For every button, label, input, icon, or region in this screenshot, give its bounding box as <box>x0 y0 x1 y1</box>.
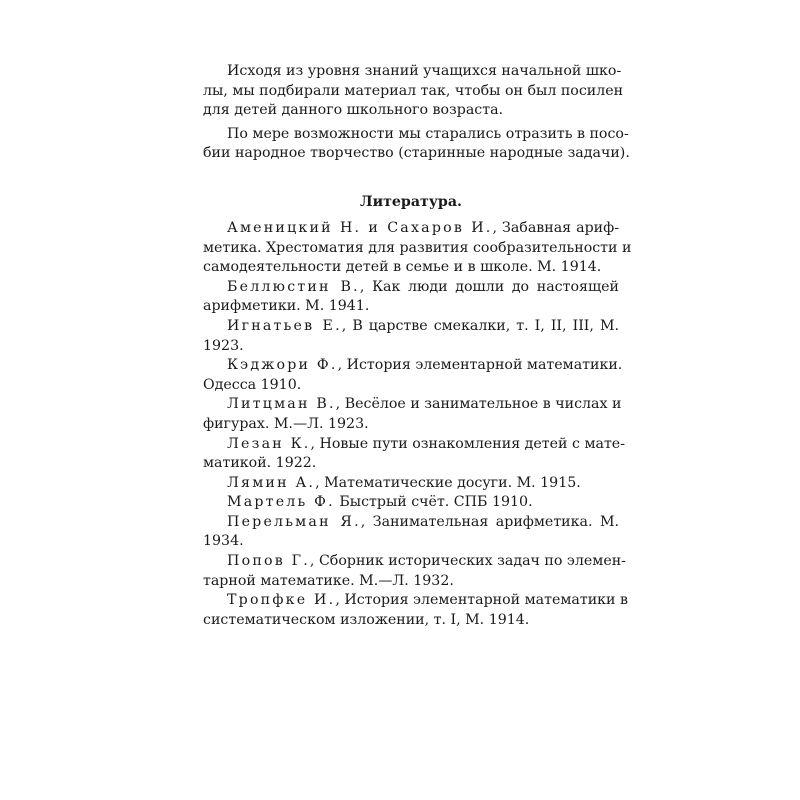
entry-title: , Как люди дошли до настоящей <box>359 278 619 295</box>
entry-first-line <box>203 513 619 533</box>
entry-title: , Новые пути ознакомления детей с мате- <box>310 435 625 452</box>
text-line: По мере возможности мы старались отразить в посо- <box>227 125 629 142</box>
entry-continuation-line: фигурах. М.—Л. 1923. <box>203 415 369 432</box>
entry-title: , Математические досуги. М. 1915. <box>315 474 581 491</box>
entry-author: Литцман В. <box>227 396 336 413</box>
entry-first-line <box>203 356 623 376</box>
entry-title: , История элементарной математики в <box>335 592 628 609</box>
literature-heading: Литература. <box>360 193 462 210</box>
entry-first-line <box>203 317 619 337</box>
intro-paragraph-2 <box>203 125 630 164</box>
bibliography-entry <box>203 474 619 494</box>
bibliography-entry <box>203 356 623 395</box>
bibliography-entry <box>203 317 619 356</box>
bibliography-entry <box>203 493 619 513</box>
entry-author: Мартель Ф. <box>227 494 335 511</box>
entry-title: , История элементарной математики. <box>337 357 623 374</box>
entry-continuation-line: Одесса 1910. <box>203 376 302 393</box>
entry-title: Быстрый счёт. СПБ 1910. <box>334 494 533 511</box>
entry-continuation-line: матикой. 1922. <box>203 455 317 472</box>
entry-continuation-line: 1923. <box>203 337 244 354</box>
entry-first-line <box>203 591 628 611</box>
entry-title: , Весёлое и занимательное в числах и <box>335 396 622 413</box>
entry-first-line <box>203 493 619 513</box>
bibliography-entry <box>203 591 628 630</box>
entry-continuation-line: 1934. <box>203 533 244 550</box>
entry-author: Тропфке И. <box>227 592 336 609</box>
entry-first-line <box>203 435 625 455</box>
entry-continuation-line: систематическом изложении, т. I, М. 1914. <box>203 611 530 628</box>
entry-author: Беллюстин В. <box>227 278 360 295</box>
entry-author: Лямин А. <box>227 474 316 491</box>
text-line: для детей данного школьного возраста. <box>203 102 504 119</box>
entry-first-line <box>203 395 622 415</box>
entry-continuation-line: самодеятельности детей в семье и в школе. М. 1914. <box>203 259 602 276</box>
entry-title: , В царстве смекалки, т. I, II, III, М. <box>341 317 619 334</box>
entry-first-line <box>203 278 619 298</box>
bibliography-entry <box>203 513 619 552</box>
entry-continuation-line: тарной математике. М.—Л. 1932. <box>203 572 454 589</box>
entry-first-line <box>203 552 626 572</box>
entry-first-line <box>203 474 619 494</box>
text-line: лы, мы подбирали материал так, чтобы он был посилен <box>203 82 624 99</box>
entry-author: Кэджори Ф. <box>227 357 338 374</box>
entry-first-line <box>203 219 619 239</box>
entry-continuation-line: метика. Хрестоматия для развития сообразительности и <box>203 239 632 256</box>
entry-author: Лезан К. <box>227 435 311 452</box>
entry-author: Игнатьев Е. <box>227 317 342 334</box>
entry-title: , Занимательная арифметика. М. <box>360 513 619 530</box>
entry-title: , Забавная ариф- <box>492 219 620 236</box>
bibliography-entry <box>203 395 622 434</box>
text-line: Исходя из уровня знаний учащихся начальной шко- <box>227 63 622 79</box>
bibliography-list <box>203 219 632 630</box>
entry-author: Попов Г. <box>227 553 310 570</box>
text-line: бии народное творчество (старинные народные задачи). <box>203 145 630 162</box>
bibliography-entry <box>203 552 626 591</box>
entry-title: , Сборник исторических задач по элемен- <box>309 553 626 570</box>
entry-continuation-line: арифметики. М. 1941. <box>203 298 370 315</box>
intro-paragraph-1 <box>203 62 624 121</box>
bibliography-entry <box>203 435 625 474</box>
bibliography-entry <box>203 219 632 278</box>
entry-author: Аменицкий Н. и Сахаров И. <box>227 219 493 236</box>
entry-author: Перельман Я. <box>227 513 361 530</box>
bibliography-entry <box>203 278 619 317</box>
text-column <box>203 62 632 630</box>
